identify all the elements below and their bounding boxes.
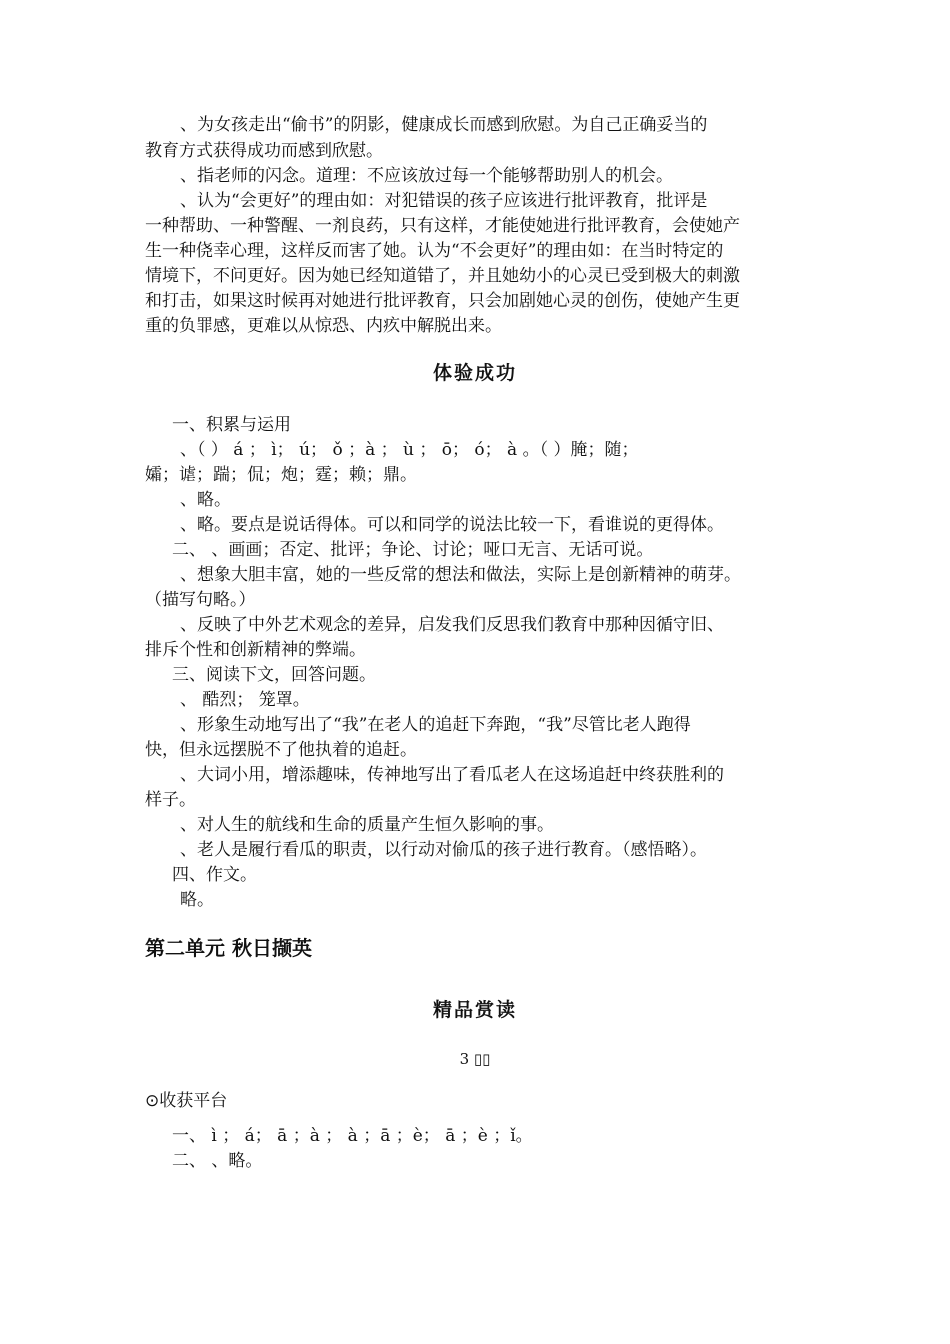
answer-line: 、大词小用，增添趣味，传神地写出了看瓜老人在这场追赶中终获胜利的 bbox=[180, 765, 724, 785]
answer-line: 快，但永远摆脱不了他执着的追赶。 bbox=[145, 740, 417, 760]
answer-line: 、反映了中外艺术观念的差异，启发我们反思我们教育中那种因循守旧、 bbox=[180, 615, 724, 635]
answer-line: 略。 bbox=[180, 890, 214, 910]
subsection-title: ⊙收获平台 bbox=[145, 1091, 228, 1111]
answer-line: 一、 ì ； á； ā ；à ； à ；ā ；è； ā ；è ；ǐ。 bbox=[172, 1126, 533, 1146]
lesson-title: 3 ▯▯ bbox=[459, 1050, 491, 1068]
section-heading: 精品赏读 bbox=[432, 999, 517, 1021]
answer-line: 孀；谑；踹；侃；炮；霆；赖；鼎。 bbox=[145, 465, 417, 485]
question-group-title: 一、积累与运用 bbox=[172, 415, 291, 435]
answer-line: 、 酷烈； 笼罩。 bbox=[180, 690, 310, 710]
answer-line: 排斥个性和创新精神的弊端。 bbox=[145, 640, 366, 660]
paragraph-line: 、认为“会更好”的理由如：对犯错误的孩子应该进行批评教育，批评是 bbox=[180, 191, 708, 211]
section-heading: 体验成功 bbox=[432, 362, 517, 384]
paragraph-line: 教育方式获得成功而感到欣慰。 bbox=[145, 141, 383, 161]
answer-line: （描写句略。） bbox=[145, 590, 256, 610]
answer-line: 、对人生的航线和生命的质量产生恒久影响的事。 bbox=[180, 815, 554, 835]
answer-line: 、形象生动地写出了“我”在老人的追赶下奔跑，“我”尽管比老人跑得 bbox=[180, 715, 691, 735]
answer-line: 二、 、略。 bbox=[172, 1151, 263, 1171]
paragraph-line: 、指老师的闪念。道理：不应该放过每一个能够帮助别人的机会。 bbox=[180, 166, 673, 186]
answer-line: 、想象大胆丰富，她的一些反常的想法和做法，实际上是创新精神的萌芽。 bbox=[180, 565, 741, 585]
paragraph-line: 一种帮助、一种警醒、一剂良药，只有这样，才能使她进行批评教育，会使她产 bbox=[145, 216, 740, 236]
paragraph-line: 、为女孩走出“偷书”的阴影，健康成长而感到欣慰。为自己正确妥当的 bbox=[180, 115, 708, 135]
paragraph-line: 情境下，不问更好。因为她已经知道错了，并且她幼小的心灵已受到极大的刺激 bbox=[145, 266, 740, 286]
paragraph-line: 重的负罪感，更难以从惊恐、内疚中解脱出来。 bbox=[145, 316, 502, 336]
paragraph-line: 生一种侥幸心理，这样反而害了她。认为“不会更好”的理由如：在当时特定的 bbox=[145, 241, 724, 261]
answer-line: 样子。 bbox=[145, 790, 196, 810]
question-group-title: 四、作文。 bbox=[172, 865, 257, 885]
answer-line: 、老人是履行看瓜的职责，以行动对偷瓜的孩子进行教育。（感悟略）。 bbox=[180, 840, 707, 860]
unit-title: 第二单元 秋日撷英 bbox=[145, 936, 312, 960]
answer-line: 、略。要点是说话得体。可以和同学的说法比较一下，看谁说的更得体。 bbox=[180, 515, 724, 535]
answer-line: 、略。 bbox=[180, 490, 231, 510]
answer-line: 二、 、画画；否定、批评；争论、讨论；哑口无言、无话可说。 bbox=[172, 540, 654, 560]
question-group-title: 三、阅读下文，回答问题。 bbox=[172, 665, 376, 685]
paragraph-line: 和打击，如果这时候再对她进行批评教育，只会加剧她心灵的创伤，使她产生更 bbox=[145, 291, 740, 311]
answer-line: 、（ ） á ； ì； ú； ǒ ；à ； ù ； ō； ó； à 。（ ）腌；随； bbox=[180, 440, 639, 460]
